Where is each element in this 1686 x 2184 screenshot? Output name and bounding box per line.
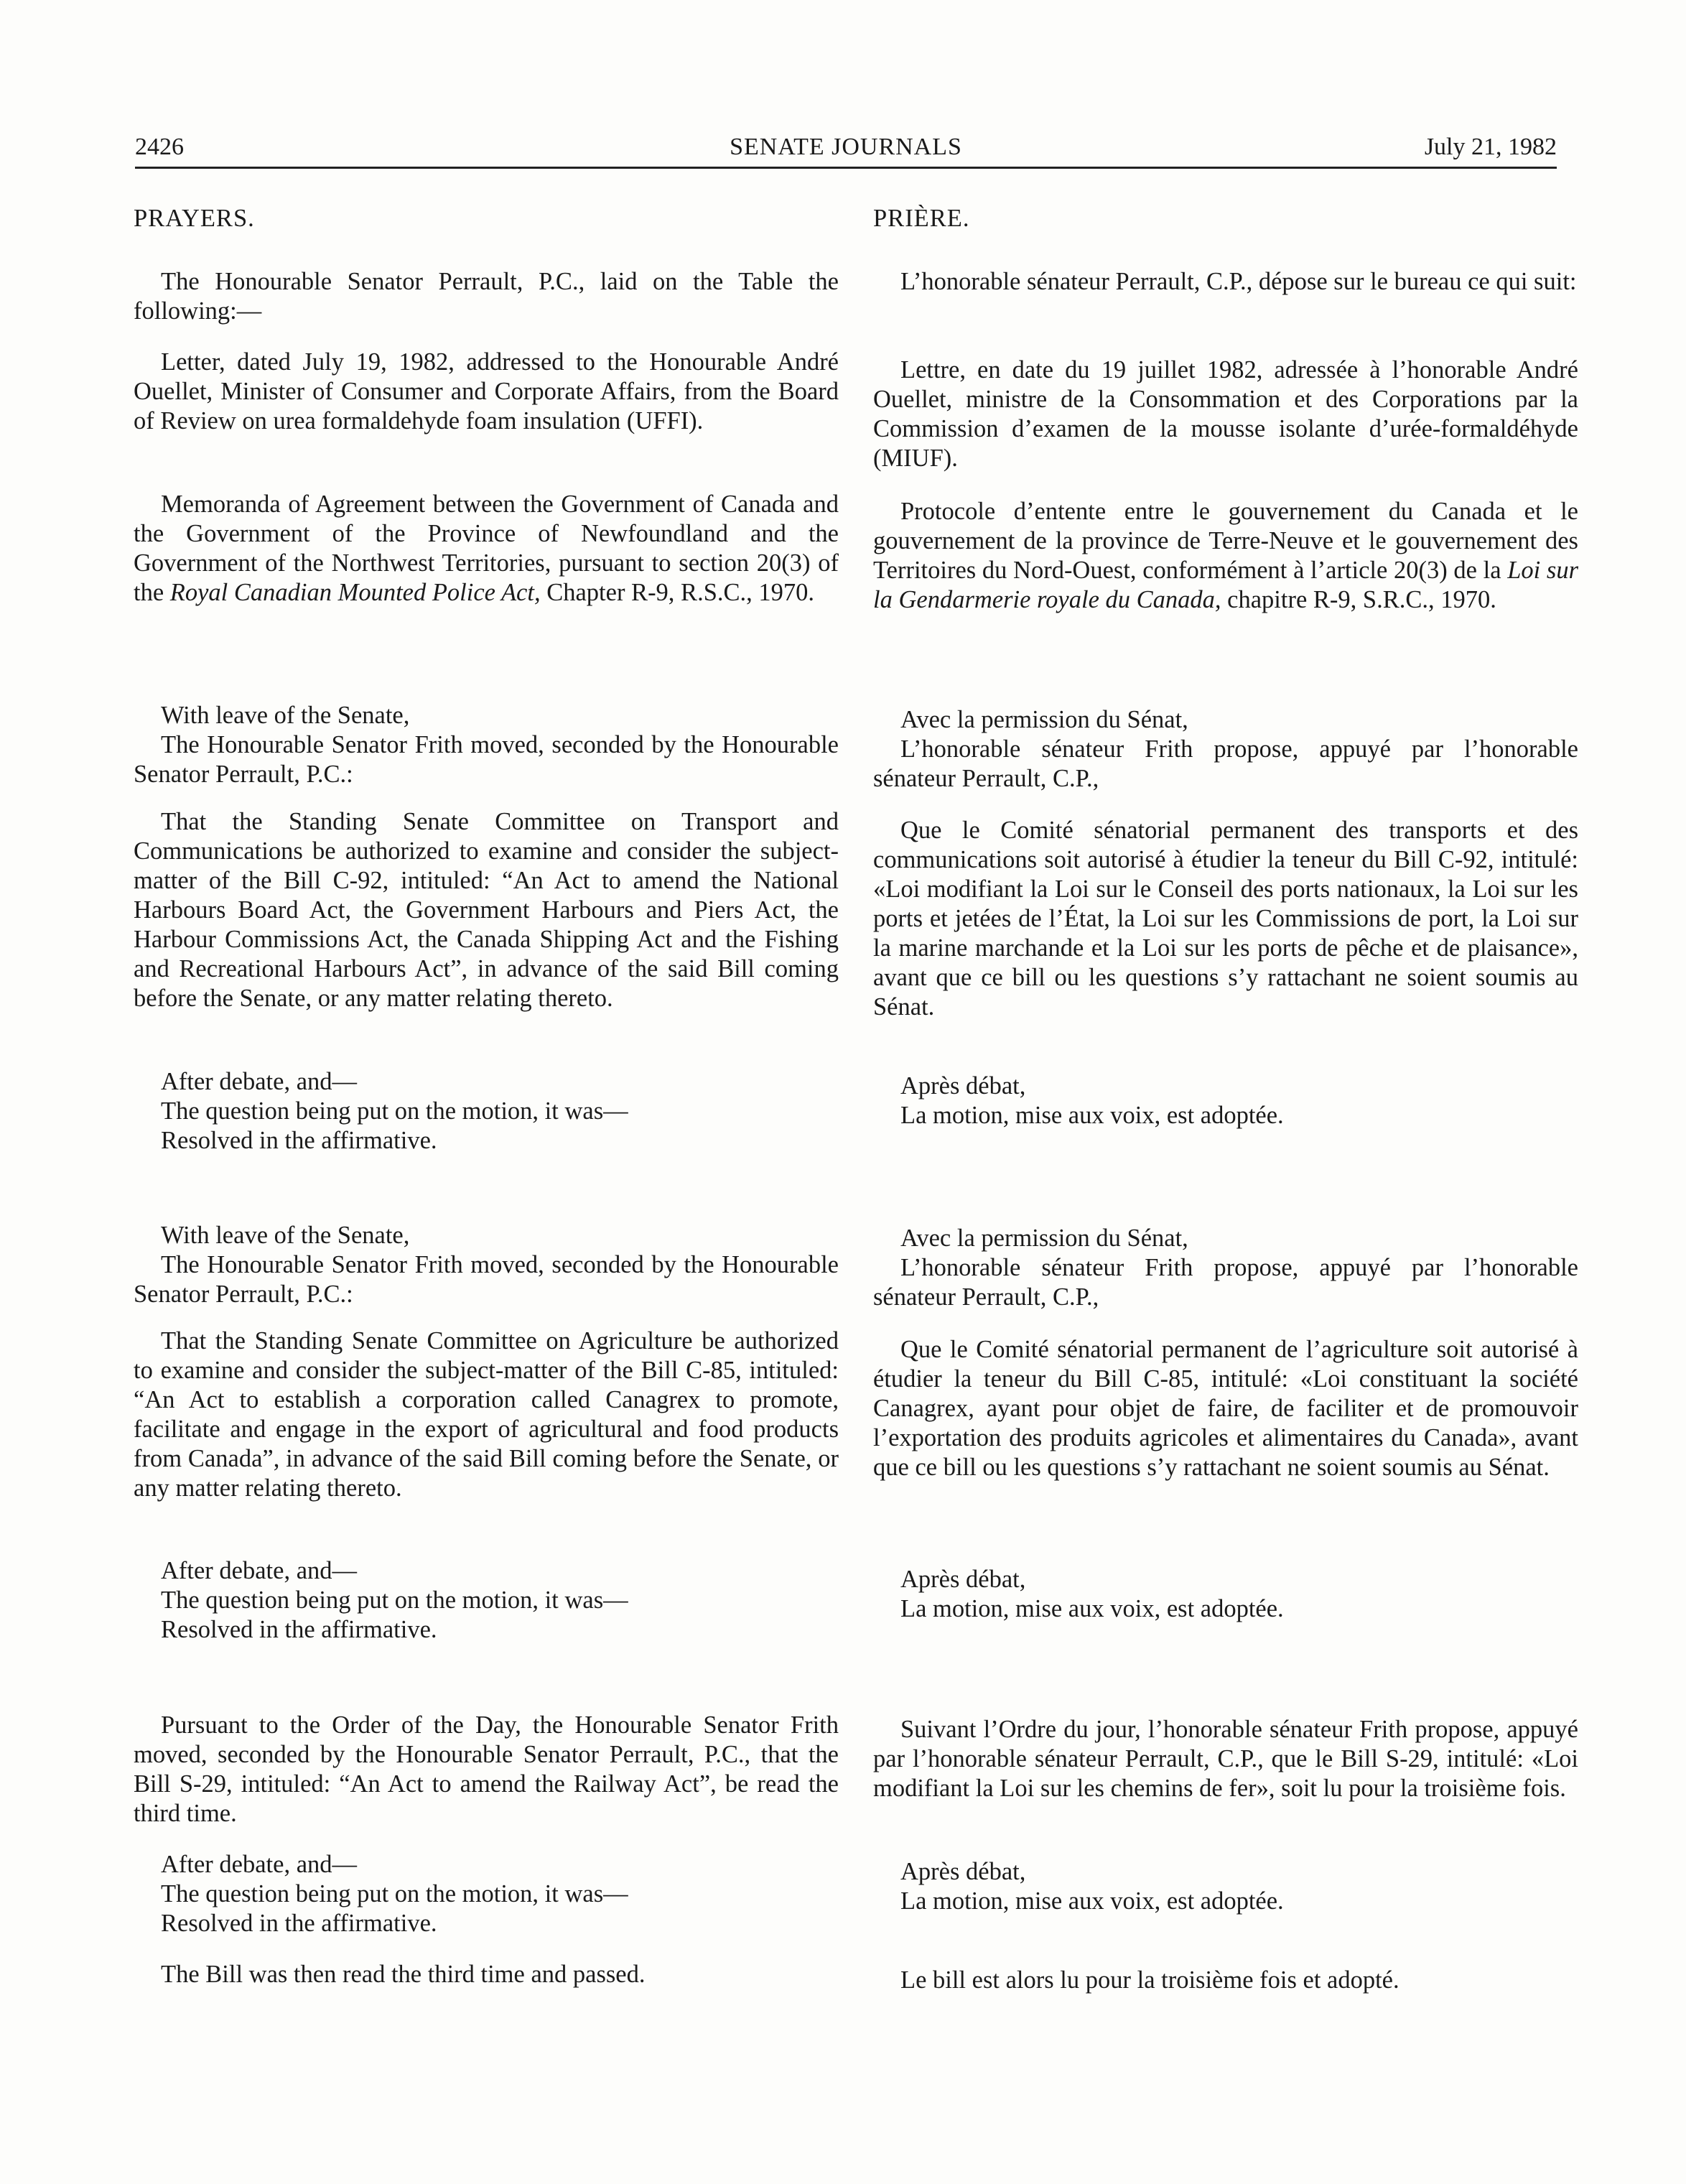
english-motion-1-result: After debate, and— The question being put on the motion, it was— Resolved in the affirmative. xyxy=(161,1068,628,1154)
leave-line: With leave of the Senate, xyxy=(161,702,410,729)
english-motion-2-result: After debate, and— The question being put on the motion, it was— Resolved in the affirmative. xyxy=(161,1557,628,1643)
moved-line: The Honourable Senator Frith moved, seconded by the Honourable Senator Perrault, P.C.: xyxy=(134,1251,839,1308)
french-motion-2-result: Après débat, La motion, mise aux voix, est adoptée. xyxy=(900,1566,1284,1622)
french-third-reading: Suivant l’Ordre du jour, l’honorable sénateur Frith propose, appuyé par l’honorable sénateur Perrault, C.P., que le Bill S-29, intitulé: «Loi modifiant la Loi sur les chemins de fer», soit lu pour la troisième fois. xyxy=(873,1716,1578,1802)
french-tabled-intro: L’honorable sénateur Perrault, C.P., dépose sur le bureau ce qui suit: xyxy=(900,268,1577,295)
english-bill-passed: The Bill was then read the third time and passed. xyxy=(161,1961,646,1988)
english-motion-2 xyxy=(134,1221,839,1309)
leave-line: Avec la permission du Sénat, xyxy=(900,1225,1188,1252)
page-header xyxy=(135,129,1557,169)
journal-date: July 21, 1982 xyxy=(1424,134,1557,160)
french-motion-2-text: Que le Comité sénatorial permanent de l’agriculture soit autorisé à étudier la teneur du Bill C-85, intitulé: «Loi constituant la société Canagrex, ayant pour objet de faire, de faciliter et de promouvoir l’exportation des produits agricoles et alimentaires du Canada», avant que ce bill ou les questions s’y rattachant ne soient soumis au Sénat. xyxy=(873,1336,1578,1481)
leave-line: With leave of the Senate, xyxy=(161,1222,410,1249)
moved-line: L’honorable sénateur Frith propose, appuyé par l’honorable sénateur Perrault, C.P., xyxy=(873,735,1578,792)
moved-line: L’honorable sénateur Frith propose, appuyé par l’honorable sénateur Perrault, C.P., xyxy=(873,1254,1578,1311)
french-third-reading-result: Après débat, La motion, mise aux voix, est adoptée. xyxy=(900,1858,1284,1915)
french-letter: Lettre, en date du 19 juillet 1982, adressée à l’honorable André Ouellet, ministre de la Consommation et des Corporations par la Commission d’examen de la mousse isolante d’urée-formaldéhyde (MIUF). xyxy=(873,356,1578,472)
english-motion-1 xyxy=(134,701,839,789)
english-motion-1-text: That the Standing Senate Committee on Transport and Communications be authorized to examine and consider the subject-matter of the Bill C-92, intituled: “An Act to amend the National Harbours Board Act, the Government Harbours and Piers Act, the Harbour Commissions Act, the Canada Shipping Act and the Fishing and Recreational Harbours Act”, in advance of the said Bill coming before the Senate, or any matter relating thereto. xyxy=(134,808,839,1012)
leave-line: Avec la permission du Sénat, xyxy=(900,706,1188,733)
english-heading: PRAYERS. xyxy=(134,205,255,232)
english-third-reading-result: After debate, and— The question being put on the motion, it was— Resolved in the affirmative. xyxy=(161,1851,628,1937)
english-letter: Letter, dated July 19, 1982, addressed to the Honourable André Ouellet, Minister of Consumer and Corporate Affairs, from the Board of Review on urea formaldehyde foam insulation (UFFI). xyxy=(134,348,839,435)
act-title-italic: Royal Canadian Mounted Police Act, xyxy=(169,579,541,606)
english-third-reading: Pursuant to the Order of the Day, the Honourable Senator Frith moved, seconded by the Honourable Senator Perrault, P.C., that the Bill S-29, intituled: “An Act to amend the Railway Act”, be read the third time. xyxy=(134,1711,839,1827)
french-motion-1-text: Que le Comité sénatorial permanent des transports et des communications soit autorisé à étudier la teneur du Bill C-92, intitulé: «Loi modifiant la Loi sur le Conseil des ports nationaux, la Loi sur les ports et jetées de l’État, la Loi sur les Commissions de port, la Loi sur la marine marchande et la Loi sur les ports de pêche et de plaisance», avant que ce bill ou les questions s’y rattachant ne soient soumis au Sénat. xyxy=(873,817,1578,1021)
english-memoranda: Memoranda of Agreement between the Government of Canada and the Government of the Province of Newfoundland and the Government of the Northwest Territories, pursuant to section 20(3) of the Royal Canadian Mounted Police Act, Chapter R-9, R.S.C., 1970. xyxy=(134,491,839,606)
french-bill-passed: Le bill est alors lu pour la troisième fois et adopté. xyxy=(900,1966,1399,1994)
french-motion-2 xyxy=(873,1224,1578,1312)
french-motion-1-result: Après débat, La motion, mise aux voix, est adoptée. xyxy=(900,1072,1284,1129)
act-title-italic: Loi sur la Gendarmerie royale du Canada, xyxy=(873,557,1579,613)
french-heading: PRIÈRE. xyxy=(873,205,970,232)
french-motion-1 xyxy=(873,705,1578,794)
english-tabled-intro: The Honourable Senator Perrault, P.C., laid on the Table the following:— xyxy=(134,268,839,325)
moved-line: The Honourable Senator Frith moved, seconded by the Honourable Senator Perrault, P.C.: xyxy=(134,731,839,788)
french-protocol: Protocole d’entente entre le gouvernement du Canada et le gouvernement de la province de Terre-Neuve et le gouvernement des Territoires du Nord-Ouest, conformément à l’article 20(3) de la Loi sur la Gendarmerie royale du Canada, chapitre R-9, S.R.C., 1970. xyxy=(873,498,1579,613)
journal-title: SENATE JOURNALS xyxy=(730,134,962,160)
page-number: 2426 xyxy=(135,134,184,160)
english-motion-2-text: That the Standing Senate Committee on Agriculture be authorized to examine and consider the subject-matter of the Bill C-85, intituled: “An Act to establish a corporation called Canagrex to promote, facilitate and engage in the export of agricultural and food products from Canada”, in advance of the said Bill coming before the Senate, or any matter relating thereto. xyxy=(134,1327,839,1502)
